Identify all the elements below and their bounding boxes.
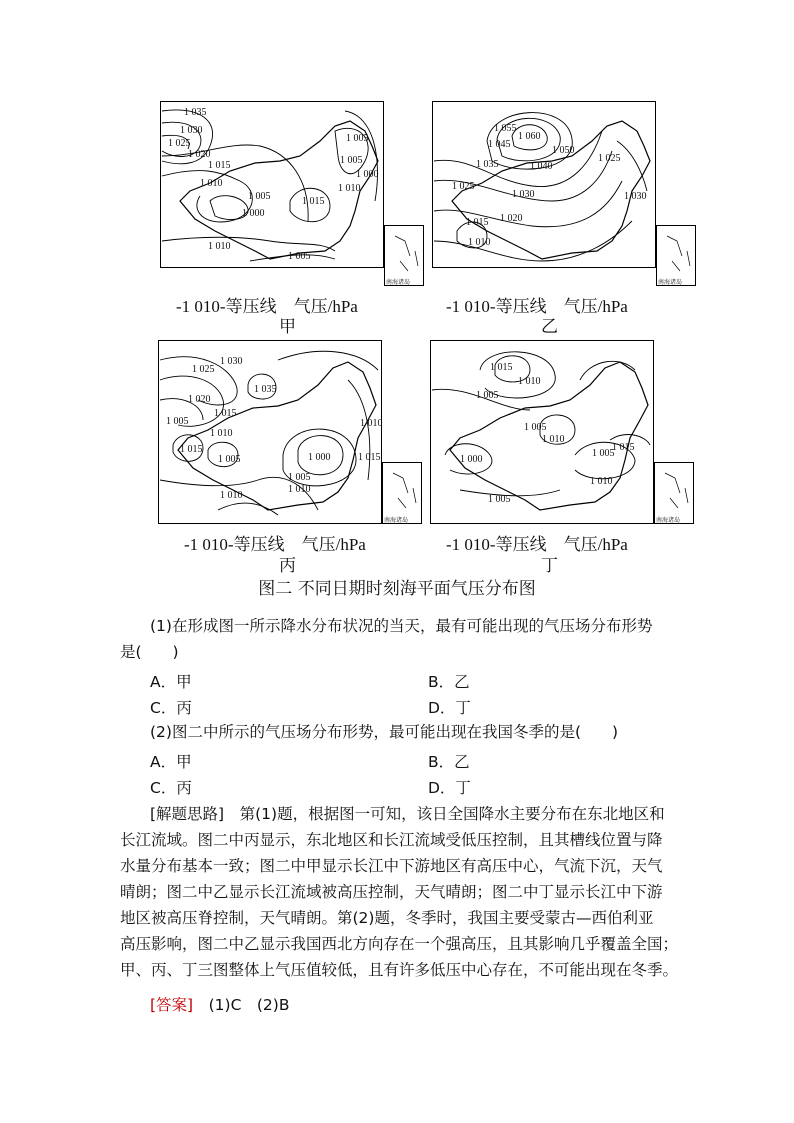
isobar-label: 1 005 bbox=[476, 390, 499, 401]
isobar-label: 1 025 bbox=[598, 153, 621, 164]
q2-stem: (2)图二中所示的气压场分布形势，最可能出现在我国冬季的是( ) bbox=[150, 723, 619, 741]
isobar-label: 1 035 bbox=[476, 159, 499, 170]
isobar-label: 1 005 bbox=[340, 155, 363, 166]
q1-option-b: B．乙 bbox=[428, 673, 470, 691]
q1-option-d: D．丁 bbox=[428, 699, 471, 717]
map-yi bbox=[432, 101, 696, 286]
isobar-label: 1 050 bbox=[552, 145, 575, 156]
legend-jia: -1 010-等压线 气压/hPa bbox=[176, 297, 358, 316]
analysis-line-6: 高压影响，图二中乙显示我国西北方向存在一个强高压，且其影响几乎覆盖全国； bbox=[120, 935, 679, 953]
isobar-label: 1 010 bbox=[360, 418, 383, 429]
q2-option-b: B．乙 bbox=[428, 753, 470, 771]
isobar-label: 1 035 bbox=[254, 384, 277, 395]
legend-bing: -1 010-等压线 气压/hPa bbox=[184, 535, 366, 554]
map-name-ding: 丁 bbox=[541, 556, 558, 576]
isobar-label: 1 015 bbox=[490, 362, 513, 373]
q2-option-d: D．丁 bbox=[428, 779, 471, 797]
isobar-label: 1 030 bbox=[512, 189, 535, 200]
isobar-label: 1 005 bbox=[488, 494, 511, 505]
isobar-label: 1 020 bbox=[188, 394, 211, 405]
isobar-label: 1 010 bbox=[542, 434, 565, 445]
isobar-label: 1 025 bbox=[452, 181, 475, 192]
isobar-label: 1 025 bbox=[168, 138, 191, 149]
map-name-bing: 丙 bbox=[279, 556, 296, 576]
figure-caption: 图二 不同日期时刻海平面气压分布图 bbox=[258, 579, 536, 599]
isobar-label: 1 025 bbox=[192, 364, 215, 375]
isobar-label: 1 015 bbox=[180, 444, 203, 455]
inset-label: 南海诸岛 bbox=[658, 280, 683, 286]
isobar-label: 1 005 bbox=[218, 454, 241, 465]
isobar-label: 1 060 bbox=[518, 131, 541, 142]
isobar-label: 1 000 bbox=[460, 454, 483, 465]
isobar-label: 1 005 bbox=[288, 472, 311, 483]
isobar-label: 1 030 bbox=[180, 125, 203, 136]
q1-option-a: A．甲 bbox=[150, 673, 192, 691]
isobar-label: 1 010 bbox=[288, 484, 311, 495]
isobar-label: 1 015 bbox=[358, 452, 381, 463]
map-ding bbox=[430, 340, 694, 525]
isobar-label: 1 015 bbox=[214, 408, 237, 419]
isobar-label: 1 055 bbox=[494, 123, 517, 134]
isobar-label: 1 015 bbox=[612, 442, 635, 453]
isobar-label: 1 040 bbox=[530, 161, 553, 172]
isobar-label: 1 020 bbox=[500, 213, 523, 224]
analysis-line-5: 地区被高压脊控制，天气晴朗。第(2)题，冬季时，我国主要受蒙古—西伯利亚 bbox=[120, 909, 654, 927]
isobar-label: 1 000 bbox=[242, 208, 265, 219]
isobar-label: 1 005 bbox=[592, 448, 615, 459]
answer-text: (1)C (2)B bbox=[193, 996, 290, 1014]
analysis-line-4: 晴朗；图二中乙显示长江流域被高压控制，天气晴朗；图二中丁显示长江中下游 bbox=[120, 883, 663, 901]
isobar-label: 1 010 bbox=[210, 428, 233, 439]
isobar-label: 1 000 bbox=[356, 169, 379, 180]
q1-option-c: C．丙 bbox=[150, 699, 192, 717]
isobar-label: 1 005 bbox=[346, 133, 369, 144]
inset-label: 南海诸岛 bbox=[384, 518, 409, 524]
map-name-yi: 乙 bbox=[541, 317, 558, 337]
answer-line bbox=[150, 992, 289, 1018]
isobar-label: 1 010 bbox=[208, 241, 231, 252]
isobar-label: 1 015 bbox=[466, 217, 489, 228]
isobar-label: 1 000 bbox=[308, 452, 331, 463]
isobar-label: 1 010 bbox=[468, 237, 491, 248]
analysis-tag: [解题思路] bbox=[150, 805, 225, 823]
isobar-label: 1 005 bbox=[166, 416, 189, 427]
map-bing bbox=[158, 340, 422, 525]
answer-tag: [答案] bbox=[150, 996, 194, 1014]
q2-option-a: A．甲 bbox=[150, 753, 192, 771]
legend-ding: -1 010-等压线 气压/hPa bbox=[446, 535, 628, 554]
isobar-label: 1 010 bbox=[220, 490, 243, 501]
analysis-line-2: 长江流域。图二中丙显示，东北地区和长江流域受低压控制，且其槽线位置与降 bbox=[120, 831, 663, 849]
inset-label: 南海诸岛 bbox=[656, 518, 681, 524]
map-jia bbox=[160, 101, 424, 286]
isobar-label: 1 005 bbox=[524, 422, 547, 433]
isobar-label: 1 010 bbox=[338, 183, 361, 194]
q1-stem-line1: (1)在形成图一所示降水分布状况的当天，最有可能出现的气压场分布形势 bbox=[150, 617, 653, 635]
isobar-label: 1 045 bbox=[488, 139, 511, 150]
isobar-label: 1 005 bbox=[248, 191, 271, 202]
q2-option-c: C．丙 bbox=[150, 779, 192, 797]
isobar-label: 1 030 bbox=[624, 191, 647, 202]
isobar-label: 1 035 bbox=[184, 107, 207, 118]
q1-stem-line2: 是( ) bbox=[120, 643, 179, 661]
legend-yi: -1 010-等压线 气压/hPa bbox=[446, 297, 628, 316]
analysis-line-3: 水量分布基本一致；图二中甲显示长江中下游地区有高压中心，气流下沉，天气 bbox=[120, 857, 663, 875]
map-name-jia: 甲 bbox=[279, 317, 296, 337]
isobar-label: 1 015 bbox=[302, 196, 325, 207]
isobar-label: 1 005 bbox=[288, 251, 311, 262]
analysis-line-1: [解题思路] 第(1)题，根据图一可知，该日全国降水主要分布在东北地区和 bbox=[150, 805, 665, 823]
isobar-label: 1 015 bbox=[208, 160, 231, 171]
isobar-label: 1 010 bbox=[590, 476, 613, 487]
isobar-label: 1 010 bbox=[518, 376, 541, 387]
isobar-label: 1 030 bbox=[220, 356, 243, 367]
isobar-label: 1 010 bbox=[200, 178, 223, 189]
isobar-label: 1 020 bbox=[188, 149, 211, 160]
analysis-line-7: 甲、丙、丁三图整体上气压值较低，且有许多低压中心存在，不可能出现在冬季。 bbox=[120, 961, 679, 979]
inset-label: 南海诸岛 bbox=[386, 280, 411, 286]
